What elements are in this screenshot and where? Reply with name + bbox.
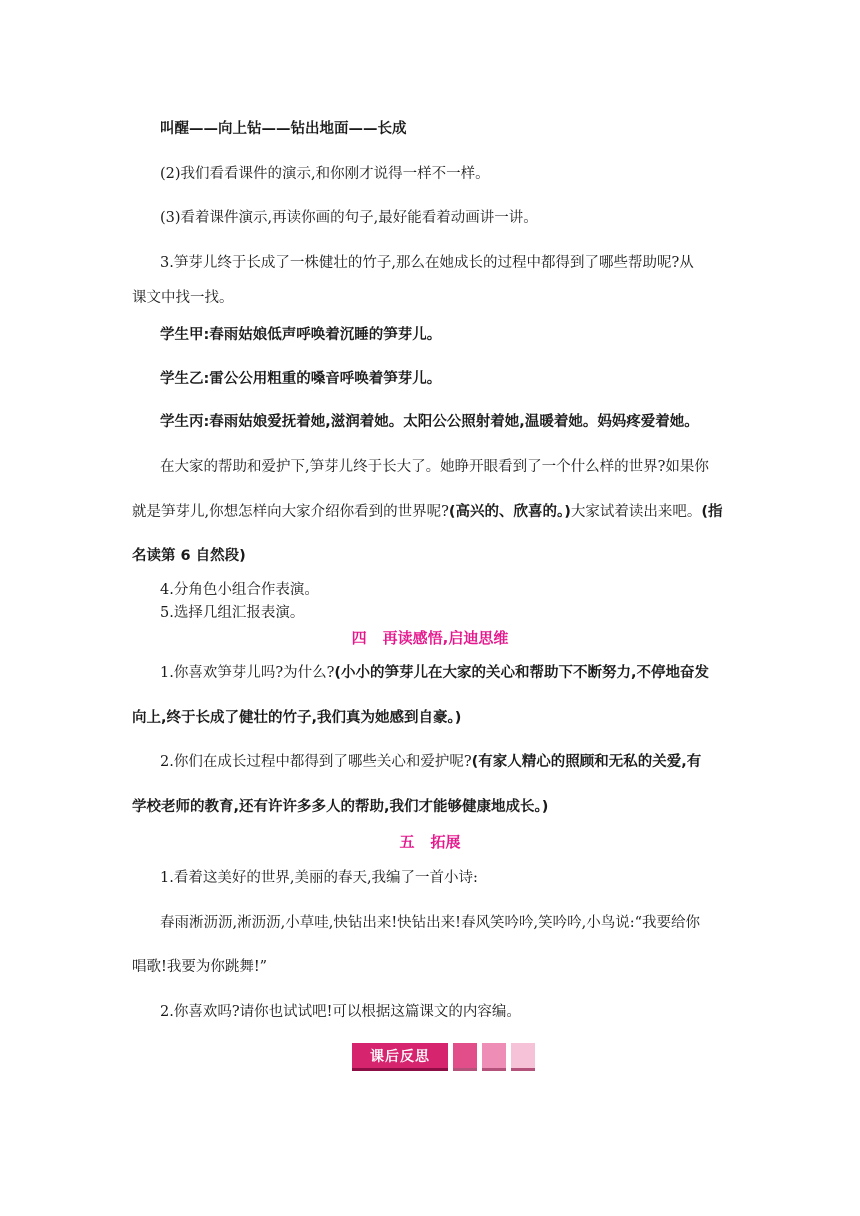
paragraph-line2 xyxy=(132,505,723,520)
paragraph-line2-text: 就是笋芽儿,你想怎样向大家介绍你看到的世界呢? xyxy=(132,504,449,520)
section-4-q1-line2: 向上,终于长成了健壮的竹子,我们真为她感到自豪。) xyxy=(132,710,462,726)
badge-square-3 xyxy=(511,1043,535,1071)
paragraph-line2-prompt: 大家试着读出来吧。 xyxy=(570,504,702,520)
section-5-title: 拓展 xyxy=(430,833,461,851)
reflection-badge-label: 课后反思 xyxy=(352,1043,448,1071)
badge-square-1 xyxy=(453,1043,477,1071)
step-4-text: 4.分角色小组合作表演。 xyxy=(160,582,319,598)
section-4-q1-question: 1.你喜欢笋芽儿吗?为什么? xyxy=(160,665,335,681)
section-4-q2-answer: (有家人精心的照顾和无私的关爱,有 xyxy=(471,754,702,770)
step-5-text: 5.选择几组汇报表演。 xyxy=(160,605,305,621)
section-4-title: 再读感悟,启迪思维 xyxy=(382,629,509,647)
section-5-number: 五 xyxy=(399,833,415,851)
paragraph-line2-answer: (高兴的、欣喜的。) xyxy=(448,504,571,520)
paragraph-line1: 在大家的帮助和爱护下,笋芽儿终于长大了。她睁开眼看到了一个什么样的世界?如果你 xyxy=(160,459,709,475)
section-4-q1-line1 xyxy=(160,666,709,681)
section-4-number: 四 xyxy=(351,629,367,647)
process-summary: 叫醒——向上钻——钻出地面——长成 xyxy=(160,121,407,137)
poem-line2: 唱歌!我要为你跳舞!” xyxy=(132,959,268,975)
section-4-heading xyxy=(0,631,860,646)
question-3-line1: 3.笋芽儿终于长成了一株健壮的竹子,那么在她成长的过程中都得到了哪些帮助呢?从 xyxy=(160,255,694,271)
student-a-answer: 学生甲:春雨姑娘低声呼唤着沉睡的笋芽儿。 xyxy=(160,327,442,343)
badge-square-2 xyxy=(482,1043,506,1071)
question-3-line2: 课文中找一找。 xyxy=(132,290,234,306)
step-2-text: (2)我们看看课件的演示,和你刚才说得一样不一样。 xyxy=(160,166,490,182)
poem-line1: 春雨淅沥沥,淅沥沥,小草哇,快钻出来!快钻出来!春风笑吟吟,笑吟吟,小鸟说:“我要给你 xyxy=(160,915,700,931)
section-4-q2-question: 2.你们在成长过程中都得到了哪些关心和爱护呢? xyxy=(160,754,472,770)
section-4-q2-line1 xyxy=(160,755,701,770)
student-b-answer: 学生乙:雷公公用粗重的嗓音呼唤着笋芽儿。 xyxy=(160,371,442,387)
paragraph-line2-note: (指 xyxy=(701,504,723,520)
section-4-q1-answer: (小小的笋芽儿在大家的关心和帮助下不断努力,不停地奋发 xyxy=(334,665,710,681)
section-5-item2: 2.你喜欢吗?请你也试试吧!可以根据这篇课文的内容编。 xyxy=(160,1004,521,1020)
reflection-badge xyxy=(352,1043,535,1071)
student-c-answer: 学生丙:春雨姑娘爱抚着她,滋润着她。太阳公公照射着她,温暖着她。妈妈疼爱着她。 xyxy=(160,414,699,430)
paragraph-line3: 名读第 6 自然段) xyxy=(132,548,246,564)
step-3-text: (3)看着课件演示,再读你画的句子,最好能看着动画讲一讲。 xyxy=(160,210,538,226)
section-5-item1: 1.看着这美好的世界,美丽的春天,我编了一首小诗: xyxy=(160,870,478,886)
section-5-heading xyxy=(0,835,860,850)
section-4-q2-line2: 学校老师的教育,还有许许多多人的帮助,我们才能够健康地成长。) xyxy=(132,799,549,815)
